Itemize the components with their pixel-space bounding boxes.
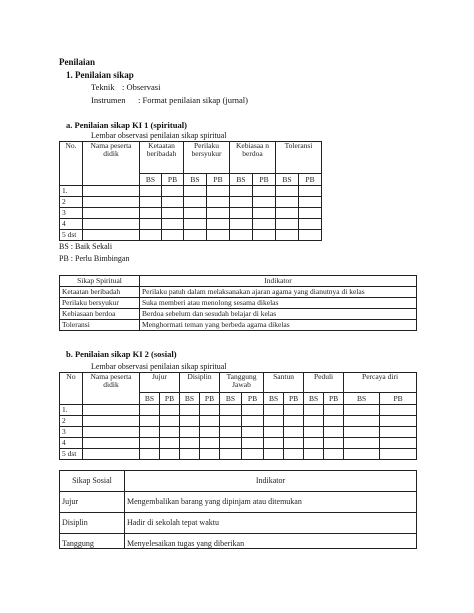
sub-bs: BS xyxy=(184,174,207,186)
sub-bs: BS xyxy=(220,393,242,405)
row-number: 2 xyxy=(60,197,83,208)
sub-bs: BS xyxy=(140,174,162,186)
ind-sikap: Toleransi xyxy=(60,320,140,331)
sub-pb: PB xyxy=(207,174,230,186)
sub-pb: PB xyxy=(253,174,276,186)
header-santun: Santun xyxy=(264,373,304,393)
legend-pb: PB : Perlu Bimbingan xyxy=(59,254,130,263)
sub-bs: BS xyxy=(180,393,200,405)
legend-bs: BS : Baik Sekali xyxy=(59,242,113,251)
sub-bs: BS xyxy=(140,393,160,405)
header-peduli: Peduli xyxy=(304,373,344,393)
social-indicator-table xyxy=(59,470,417,549)
teknik-label: Teknik xyxy=(91,82,115,92)
ind-indikator: Menyelesaikan tugas yang diberikan xyxy=(125,534,417,549)
ind-sikap: Kebiasaan berdoa xyxy=(60,309,140,320)
row-number: 1. xyxy=(60,186,83,197)
ind-indikator: Menghormati teman yang berbeda agama dikelas xyxy=(140,320,417,331)
header-no: No. xyxy=(60,142,83,186)
header-no: No xyxy=(60,373,83,405)
row-number: 4 xyxy=(60,438,83,449)
row-number: 3 xyxy=(60,208,83,219)
sub-pb: PB xyxy=(380,393,417,405)
ind-sikap: Jujur xyxy=(60,492,125,513)
header-ketaatan: Ketaatan beribadah xyxy=(140,142,184,174)
header-nama: Nama peserta didik xyxy=(83,373,140,405)
row-number: 5 dst xyxy=(60,230,83,241)
header-kebiasaan: Kebiasaa n berdoa xyxy=(230,142,276,174)
ind-header-indikator: Indikator xyxy=(125,471,417,492)
header-tanggung-jawab: Tanggung Jawab xyxy=(220,373,264,393)
row-number: 4 xyxy=(60,219,83,230)
header-percaya-diri: Percaya diri xyxy=(344,373,417,393)
teknik-value: : Observasi xyxy=(122,82,161,92)
sub-pb: PB xyxy=(299,174,322,186)
header-disiplin: Disiplin xyxy=(180,373,220,393)
sub-pb: PB xyxy=(162,174,184,186)
sub-bs: BS xyxy=(276,174,299,186)
social-observation-table xyxy=(59,372,417,460)
sub-pb: PB xyxy=(284,393,304,405)
sub-pb: PB xyxy=(324,393,344,405)
spiritual-observation-table xyxy=(59,141,322,241)
header-perilaku: Perilaku bersyukur xyxy=(184,142,230,174)
header-toleransi: Toleransi xyxy=(276,142,322,174)
section-a-title: a. Penilaian sikap KI 1 (spiritual) xyxy=(66,120,187,130)
sub-bs: BS xyxy=(230,174,253,186)
ind-indikator: Mengembalikan barang yang dipinjam atau ditemukan xyxy=(125,492,417,513)
row-number: 2 xyxy=(60,416,83,427)
ind-header-sikap: Sikap Sosial xyxy=(60,471,125,492)
row-number: 3 xyxy=(60,427,83,438)
section-b-caption: Lembar observasi penilaian sikap spiritual xyxy=(91,362,227,371)
section-b-title: b. Penilaian sikap KI 2 (sosial) xyxy=(66,349,177,359)
instrumen-label: Instrumen xyxy=(91,95,126,105)
section1-title: 1. Penilaian sikap xyxy=(66,70,134,80)
sub-bs: BS xyxy=(264,393,284,405)
ind-sikap: Disiplin xyxy=(60,513,125,534)
ind-sikap: Tanggung xyxy=(60,534,125,549)
header-jujur: Jujur xyxy=(140,373,180,393)
section-a-caption: Lembar observasi penilaian sikap spiritual xyxy=(91,131,227,140)
sub-pb: PB xyxy=(242,393,264,405)
ind-header-sikap: Sikap Spiritual xyxy=(60,276,140,287)
heading: Penilaian xyxy=(59,57,96,67)
ind-indikator: Hadir di sekolah tepat waktu xyxy=(125,513,417,534)
sub-bs: BS xyxy=(344,393,380,405)
ind-indikator: Perilaku patuh dalam melaksanakan ajaran agama yang dianutnya di kelas xyxy=(140,287,417,298)
ind-sikap: Ketaatan beribadah xyxy=(60,287,140,298)
ind-indikator: Suka memberi atau menolong sesama dikelas xyxy=(140,298,417,309)
row-number: 1. xyxy=(60,405,83,416)
row-number: 5 dst xyxy=(60,449,83,460)
ind-sikap: Perilaku bersyukur xyxy=(60,298,140,309)
ind-header-indikator: Indikator xyxy=(140,276,417,287)
sub-pb: PB xyxy=(200,393,220,405)
sub-bs: BS xyxy=(304,393,324,405)
header-nama: Nama peserta didik xyxy=(83,142,140,186)
sub-pb: PB xyxy=(160,393,180,405)
ind-indikator: Berdoa sebelum dan sesudah belajar di kelas xyxy=(140,309,417,320)
spiritual-indicator-table xyxy=(59,275,417,331)
instrumen-value: : Format penilaian sikap (jurnal) xyxy=(138,95,248,105)
